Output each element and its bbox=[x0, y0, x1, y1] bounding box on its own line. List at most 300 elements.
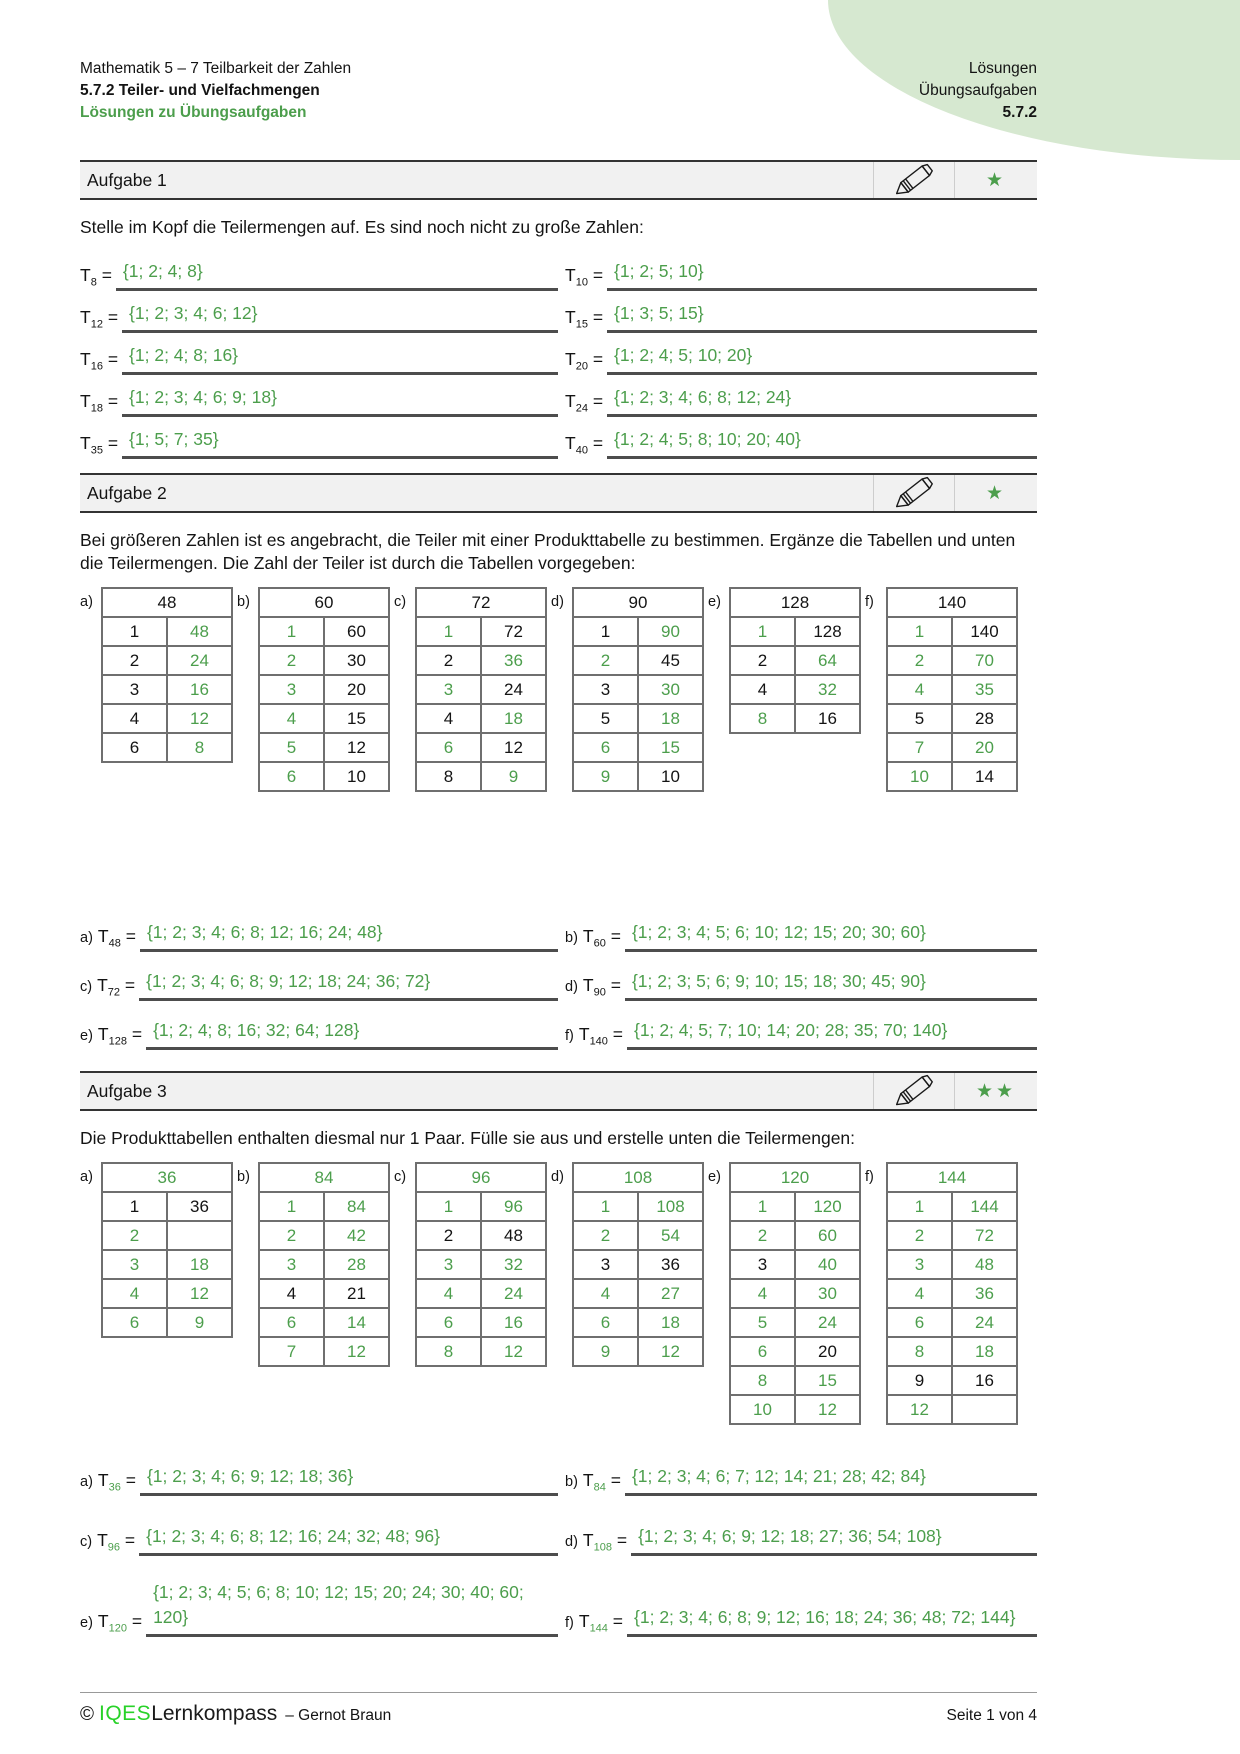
table-cell: 128 bbox=[795, 617, 860, 646]
divisor-set-row bbox=[565, 335, 1037, 375]
result-label: e) $T_{120}$ = bbox=[80, 1610, 143, 1634]
table-row bbox=[730, 1250, 860, 1279]
table-cell: 1 bbox=[887, 1192, 952, 1221]
result-row bbox=[565, 920, 1037, 952]
product-table bbox=[572, 587, 704, 792]
table-row bbox=[573, 1250, 703, 1279]
table-number: 120 bbox=[730, 1163, 860, 1192]
table-cell: 4 bbox=[730, 675, 795, 704]
divisor-set-row bbox=[80, 293, 558, 333]
result-label: f) $T_{144}$ = bbox=[565, 1610, 624, 1634]
set-value: {1; 2; 4; 8} bbox=[116, 259, 558, 291]
result-value: {1; 2; 3; 5; 6; 9; 10; 15; 18; 30; 45; 90} bbox=[625, 969, 1037, 1001]
table-cell: 5 bbox=[573, 704, 638, 733]
divisor-set-row bbox=[80, 377, 558, 417]
table-cell: 8 bbox=[730, 1366, 795, 1395]
table-cell: 20 bbox=[324, 675, 389, 704]
result-label: a) $T_{36}$ = bbox=[80, 1469, 136, 1493]
section-title: Aufgabe 3 bbox=[87, 1080, 167, 1101]
result-row bbox=[80, 920, 558, 952]
aufgabe-2-intro: Bei größeren Zahlen ist es angebracht, die Teiler mit einer Produkttabelle zu bestimmen. Ergänze die Tabellen und unten die Teilermengen. Die Zahl der Teiler ist durch die Tabellen vorgegeben: bbox=[80, 530, 1016, 573]
table-row bbox=[259, 1308, 389, 1337]
result-row bbox=[80, 1520, 558, 1556]
product-table bbox=[258, 1162, 390, 1367]
table-cell: 3 bbox=[573, 675, 638, 704]
table-item-label: a) bbox=[80, 594, 93, 610]
table-header-row bbox=[730, 588, 860, 617]
chapter-title: 5.7.2 Teiler- und Vielfachmengen bbox=[80, 82, 320, 99]
table-cell: 9 bbox=[167, 1308, 232, 1337]
doc-type-line1: Lösungen bbox=[968, 60, 1037, 77]
table-header-row bbox=[416, 588, 546, 617]
table-cell: 15 bbox=[324, 704, 389, 733]
set-index: 18 bbox=[90, 402, 103, 414]
table-row bbox=[573, 1308, 703, 1337]
header-right bbox=[919, 58, 1037, 124]
result-row bbox=[80, 1580, 558, 1637]
section-title: Aufgabe 2 bbox=[87, 482, 167, 503]
table-row bbox=[573, 1279, 703, 1308]
result-index: 48 bbox=[108, 937, 121, 949]
table-cell: 6 bbox=[259, 762, 324, 791]
set-value: {1; 2; 4; 5; 10; 20} bbox=[607, 343, 1037, 375]
table-row bbox=[102, 617, 232, 646]
table-row bbox=[573, 675, 703, 704]
table-row bbox=[416, 1337, 546, 1366]
table-row bbox=[887, 646, 1017, 675]
result-row bbox=[565, 969, 1037, 1001]
result-value: {1; 2; 3; 4; 6; 9; 12; 18; 27; 36; 54; 108} bbox=[631, 1524, 1037, 1556]
table-number: 96 bbox=[416, 1163, 546, 1192]
result-letter: a) bbox=[80, 1473, 93, 1490]
table-row bbox=[887, 733, 1017, 762]
table-cell: 48 bbox=[481, 1221, 546, 1250]
table-row bbox=[259, 617, 389, 646]
table-row bbox=[259, 762, 389, 791]
set-label: $T_{40}$ = bbox=[565, 432, 604, 456]
difficulty-stars: ★ bbox=[954, 475, 1037, 511]
result-index: 140 bbox=[589, 1035, 608, 1047]
table-item-label: c) bbox=[394, 594, 407, 610]
aufgabe-2-bar bbox=[80, 473, 1037, 513]
set-value: {1; 2; 3; 4; 6; 12} bbox=[122, 301, 558, 333]
result-label: b) $T_{60}$ = bbox=[565, 925, 621, 949]
product-table-group bbox=[551, 1162, 704, 1367]
footer-brand bbox=[80, 1702, 391, 1726]
result-row bbox=[565, 1580, 1037, 1637]
table-header-row bbox=[887, 588, 1017, 617]
table-item-label: f) bbox=[865, 1169, 874, 1185]
result-letter: d) bbox=[565, 1533, 578, 1550]
table-row bbox=[887, 1192, 1017, 1221]
table-cell: 2 bbox=[730, 646, 795, 675]
result-letter: d) bbox=[565, 978, 578, 995]
table-cell: 54 bbox=[638, 1221, 703, 1250]
table-cell: 9 bbox=[573, 1337, 638, 1366]
table-row bbox=[102, 733, 232, 762]
table-row bbox=[416, 733, 546, 762]
table-cell: 16 bbox=[481, 1308, 546, 1337]
table-cell: 4 bbox=[259, 1279, 324, 1308]
table-cell: 4 bbox=[416, 704, 481, 733]
table-cell: 3 bbox=[416, 675, 481, 704]
pencil-icon bbox=[890, 159, 937, 202]
product-table-group bbox=[80, 1162, 233, 1338]
set-index: 16 bbox=[90, 360, 103, 372]
doc-type-line2: Übungsaufgaben bbox=[918, 82, 1037, 99]
set-index: 12 bbox=[90, 318, 103, 330]
result-letter: c) bbox=[80, 978, 93, 995]
set-value: {1; 2; 5; 10} bbox=[607, 259, 1037, 291]
table-cell: 12 bbox=[795, 1395, 860, 1424]
table-cell: 12 bbox=[167, 1279, 232, 1308]
table-row bbox=[730, 704, 860, 733]
table-cell: 1 bbox=[573, 1192, 638, 1221]
aufgabe-3-intro: Die Produkttabellen enthalten diesmal nur 1 Paar. Fülle sie aus und erstelle unten die Teilermengen: bbox=[80, 1128, 856, 1148]
divisor-set-row bbox=[80, 419, 558, 459]
table-cell: 28 bbox=[952, 704, 1017, 733]
result-row bbox=[565, 1460, 1037, 1496]
table-row bbox=[887, 1250, 1017, 1279]
table-cell: 2 bbox=[416, 646, 481, 675]
table-header-row bbox=[259, 588, 389, 617]
table-row bbox=[102, 646, 232, 675]
table-cell: 1 bbox=[102, 1192, 167, 1221]
result-value: {1; 2; 3; 4; 6; 8; 12; 16; 24; 32; 48; 96} bbox=[139, 1524, 558, 1556]
copyright-icon: © bbox=[80, 1704, 94, 1725]
table-cell: 3 bbox=[259, 675, 324, 704]
table-item-label: c) bbox=[394, 1169, 407, 1185]
table-cell: 1 bbox=[416, 1192, 481, 1221]
table-cell: 48 bbox=[167, 617, 232, 646]
table-row bbox=[259, 1337, 389, 1366]
table-item-label: b) bbox=[237, 594, 250, 610]
table-cell: 2 bbox=[416, 1221, 481, 1250]
table-cell: 120 bbox=[795, 1192, 860, 1221]
result-index: 128 bbox=[108, 1035, 127, 1047]
table-header-row bbox=[102, 1163, 232, 1192]
table-row bbox=[887, 617, 1017, 646]
product-table bbox=[258, 587, 390, 792]
table-cell: 144 bbox=[952, 1192, 1017, 1221]
table-cell: 4 bbox=[573, 1279, 638, 1308]
table-cell: 4 bbox=[102, 704, 167, 733]
table-cell: 30 bbox=[324, 646, 389, 675]
table-item-label: e) bbox=[708, 594, 721, 610]
table-cell: 24 bbox=[952, 1308, 1017, 1337]
result-index: 120 bbox=[108, 1622, 127, 1634]
product-table-group bbox=[708, 587, 861, 734]
product-table bbox=[886, 1162, 1018, 1425]
table-row bbox=[416, 675, 546, 704]
set-value: {1; 3; 5; 15} bbox=[607, 301, 1037, 333]
table-cell: 4 bbox=[887, 675, 952, 704]
result-row bbox=[565, 1018, 1037, 1050]
table-row bbox=[416, 1250, 546, 1279]
table-row bbox=[259, 646, 389, 675]
result-value: {1; 2; 4; 8; 16; 32; 64; 128} bbox=[146, 1018, 558, 1050]
table-cell: 10 bbox=[638, 762, 703, 791]
table-item-label: b) bbox=[237, 1169, 250, 1185]
table-cell: 18 bbox=[952, 1337, 1017, 1366]
table-row bbox=[730, 1337, 860, 1366]
table-cell: 20 bbox=[795, 1337, 860, 1366]
table-row bbox=[573, 646, 703, 675]
product-table bbox=[886, 587, 1018, 792]
table-row bbox=[102, 1308, 232, 1337]
table-cell: 7 bbox=[259, 1337, 324, 1366]
table-cell: 18 bbox=[638, 704, 703, 733]
section-title: Aufgabe 1 bbox=[87, 169, 167, 190]
table-cell: 5 bbox=[887, 704, 952, 733]
set-index: 10 bbox=[575, 276, 588, 288]
table-cell: 45 bbox=[638, 646, 703, 675]
result-index: 90 bbox=[593, 986, 606, 998]
product-table bbox=[729, 1162, 861, 1425]
result-label: b) $T_{84}$ = bbox=[565, 1469, 621, 1493]
set-label: $T_{24}$ = bbox=[565, 390, 604, 414]
table-cell: 10 bbox=[887, 762, 952, 791]
result-label: e) $T_{128}$ = bbox=[80, 1023, 143, 1047]
table-row bbox=[730, 1279, 860, 1308]
table-cell: 2 bbox=[102, 1221, 167, 1250]
table-item-label: f) bbox=[865, 594, 874, 610]
product-table-group bbox=[865, 587, 1018, 792]
page-number: Seite 1 von 4 bbox=[946, 1707, 1037, 1724]
result-letter: c) bbox=[80, 1533, 93, 1550]
table-cell: 1 bbox=[730, 1192, 795, 1221]
page-footer bbox=[80, 1692, 1037, 1726]
product-table-group bbox=[80, 587, 233, 763]
set-label: $T_{15}$ = bbox=[565, 306, 604, 330]
table-cell: 1 bbox=[259, 1192, 324, 1221]
table-cell: 35 bbox=[952, 675, 1017, 704]
set-value: {1; 2; 3; 4; 6; 8; 12; 24} bbox=[607, 385, 1037, 417]
result-value: {1; 2; 3; 4; 6; 8; 9; 12; 16; 18; 24; 36; 48; 72; 144} bbox=[627, 1605, 1037, 1637]
brand-lernkompass: Lernkompass bbox=[151, 1702, 278, 1725]
table-cell: 2 bbox=[259, 646, 324, 675]
set-index: 40 bbox=[575, 444, 588, 456]
result-value: {1; 2; 4; 5; 7; 10; 14; 20; 28; 35; 70; 140} bbox=[627, 1018, 1037, 1050]
result-value: {1; 2; 3; 4; 5; 6; 10; 12; 15; 20; 30; 60} bbox=[625, 920, 1037, 952]
table-row bbox=[573, 1221, 703, 1250]
table-item-label: d) bbox=[551, 1169, 564, 1185]
set-index: 35 bbox=[90, 444, 103, 456]
result-index: 84 bbox=[593, 1481, 606, 1493]
table-cell: 4 bbox=[416, 1279, 481, 1308]
table-cell: 6 bbox=[259, 1308, 324, 1337]
table-cell: 4 bbox=[259, 704, 324, 733]
result-value: {1; 2; 3; 4; 5; 6; 8; 10; 12; 15; 20; 24; 30; 40; 60; 120} bbox=[146, 1580, 558, 1637]
set-label: $T_{16}$ = bbox=[80, 348, 119, 372]
table-row bbox=[102, 675, 232, 704]
table-cell: 4 bbox=[730, 1279, 795, 1308]
product-table-group bbox=[394, 1162, 547, 1367]
table-cell: 12 bbox=[167, 704, 232, 733]
table-cell: 18 bbox=[638, 1308, 703, 1337]
difficulty-stars: ★ bbox=[954, 162, 1037, 198]
result-letter: e) bbox=[80, 1027, 93, 1044]
table-row bbox=[573, 617, 703, 646]
aufgabe-3-results bbox=[80, 1460, 1037, 1661]
table-cell: 36 bbox=[481, 646, 546, 675]
table-number: 108 bbox=[573, 1163, 703, 1192]
table-header-row bbox=[730, 1163, 860, 1192]
table-cell: 12 bbox=[887, 1395, 952, 1424]
divisor-set-row bbox=[565, 293, 1037, 333]
aufgabe-3-bar bbox=[80, 1071, 1037, 1111]
table-cell: 8 bbox=[887, 1337, 952, 1366]
result-value: {1; 2; 3; 4; 6; 8; 9; 12; 18; 24; 36; 72} bbox=[139, 969, 558, 1001]
table-row bbox=[887, 1221, 1017, 1250]
table-row bbox=[102, 1279, 232, 1308]
table-number: 48 bbox=[102, 588, 232, 617]
table-row bbox=[259, 704, 389, 733]
result-label: d) $T_{108}$ = bbox=[565, 1529, 628, 1553]
table-cell: 3 bbox=[887, 1250, 952, 1279]
table-cell: 32 bbox=[481, 1250, 546, 1279]
set-index: 15 bbox=[575, 318, 588, 330]
table-cell: 2 bbox=[102, 646, 167, 675]
product-table bbox=[572, 1162, 704, 1367]
aufgabe-2-results bbox=[80, 920, 1037, 1067]
table-row bbox=[102, 1192, 232, 1221]
table-cell: 2 bbox=[573, 1221, 638, 1250]
set-label: $T_{35}$ = bbox=[80, 432, 119, 456]
result-label: d) $T_{90}$ = bbox=[565, 974, 621, 998]
table-cell: 42 bbox=[324, 1221, 389, 1250]
table-cell: 3 bbox=[730, 1250, 795, 1279]
result-row bbox=[565, 1520, 1037, 1556]
table-row bbox=[730, 646, 860, 675]
table-cell: 4 bbox=[102, 1279, 167, 1308]
table-header-row bbox=[259, 1163, 389, 1192]
result-index: 60 bbox=[593, 937, 606, 949]
aufgabe-1-intro: Stelle im Kopf die Teilermengen auf. Es sind noch nicht zu große Zahlen: bbox=[80, 217, 644, 237]
result-row bbox=[80, 1018, 558, 1050]
table-cell: 6 bbox=[416, 1308, 481, 1337]
table-row bbox=[259, 1250, 389, 1279]
table-cell: 8 bbox=[416, 1337, 481, 1366]
result-label: f) $T_{140}$ = bbox=[565, 1023, 624, 1047]
table-row bbox=[259, 1221, 389, 1250]
result-index: 72 bbox=[107, 986, 121, 998]
table-cell: 10 bbox=[324, 762, 389, 791]
table-row bbox=[573, 1192, 703, 1221]
table-cell: 48 bbox=[952, 1250, 1017, 1279]
table-cell: 2 bbox=[730, 1221, 795, 1250]
table-cell: 3 bbox=[259, 1250, 324, 1279]
aufgabe-1-bar bbox=[80, 160, 1037, 200]
table-header-row bbox=[573, 588, 703, 617]
result-value: {1; 2; 3; 4; 6; 7; 12; 14; 21; 28; 42; 84} bbox=[625, 1464, 1037, 1496]
table-cell: 24 bbox=[167, 646, 232, 675]
result-index: 96 bbox=[107, 1541, 121, 1553]
table-cell: 3 bbox=[416, 1250, 481, 1279]
table-row bbox=[573, 1337, 703, 1366]
result-letter: b) bbox=[565, 1473, 578, 1490]
set-label: $T_{10}$ = bbox=[565, 264, 604, 288]
table-row bbox=[259, 1192, 389, 1221]
header-left bbox=[80, 58, 1037, 124]
table-row bbox=[730, 617, 860, 646]
table-cell: 1 bbox=[102, 617, 167, 646]
table-header-row bbox=[416, 1163, 546, 1192]
set-label: $T_{20}$ = bbox=[565, 348, 604, 372]
result-letter: f) bbox=[565, 1614, 574, 1631]
product-table-group bbox=[551, 587, 704, 792]
table-cell: 36 bbox=[638, 1250, 703, 1279]
divisor-set-row bbox=[80, 251, 558, 291]
table-cell: 1 bbox=[887, 617, 952, 646]
product-table-group bbox=[394, 587, 547, 792]
table-cell: 64 bbox=[795, 646, 860, 675]
author: – Gernot Braun bbox=[285, 1707, 392, 1724]
table-cell: 24 bbox=[481, 675, 546, 704]
result-index: 144 bbox=[589, 1622, 608, 1634]
pencil-icon bbox=[890, 472, 937, 515]
table-number: 72 bbox=[416, 588, 546, 617]
result-letter: b) bbox=[565, 929, 578, 946]
set-index: 24 bbox=[575, 402, 588, 414]
result-label: c) $T_{96}$ = bbox=[80, 1529, 136, 1553]
table-number: 128 bbox=[730, 588, 860, 617]
table-row bbox=[416, 1308, 546, 1337]
table-row bbox=[259, 733, 389, 762]
page-content bbox=[80, 0, 1037, 1661]
product-table-group bbox=[708, 1162, 861, 1425]
table-row bbox=[887, 1308, 1017, 1337]
table-cell: 28 bbox=[324, 1250, 389, 1279]
table-header-row bbox=[887, 1163, 1017, 1192]
table-row bbox=[573, 733, 703, 762]
table-cell: 2 bbox=[887, 1221, 952, 1250]
result-letter: a) bbox=[80, 929, 93, 946]
pencil-icon bbox=[890, 1070, 937, 1113]
result-label: c) $T_{72}$ = bbox=[80, 974, 136, 998]
table-row bbox=[102, 1221, 232, 1250]
divisor-set-row bbox=[565, 377, 1037, 417]
table-cell: 6 bbox=[573, 733, 638, 762]
table-cell: 12 bbox=[481, 733, 546, 762]
table-cell: 8 bbox=[416, 762, 481, 791]
divisor-set-row bbox=[565, 251, 1037, 291]
table-cell: 10 bbox=[730, 1395, 795, 1424]
table-cell: 3 bbox=[102, 1250, 167, 1279]
result-value: {1; 2; 3; 4; 6; 9; 12; 18; 36} bbox=[140, 1464, 558, 1496]
table-cell: 4 bbox=[887, 1279, 952, 1308]
brand-iqes: IQES bbox=[99, 1702, 152, 1725]
divisor-set-row bbox=[565, 419, 1037, 459]
table-cell: 1 bbox=[730, 617, 795, 646]
table-cell: 18 bbox=[481, 704, 546, 733]
table-row bbox=[887, 762, 1017, 791]
table-cell: 12 bbox=[638, 1337, 703, 1366]
table-cell: 9 bbox=[481, 762, 546, 791]
table-cell: 12 bbox=[481, 1337, 546, 1366]
table-row bbox=[730, 1308, 860, 1337]
table-cell bbox=[952, 1395, 1017, 1424]
table-cell: 3 bbox=[573, 1250, 638, 1279]
table-cell: 5 bbox=[259, 733, 324, 762]
table-cell: 16 bbox=[952, 1366, 1017, 1395]
table-cell: 72 bbox=[952, 1221, 1017, 1250]
table-row bbox=[416, 646, 546, 675]
table-row bbox=[573, 704, 703, 733]
table-cell: 6 bbox=[573, 1308, 638, 1337]
set-label: $T_8$ = bbox=[80, 264, 112, 288]
aufgabe-3-tables bbox=[80, 1162, 1037, 1425]
